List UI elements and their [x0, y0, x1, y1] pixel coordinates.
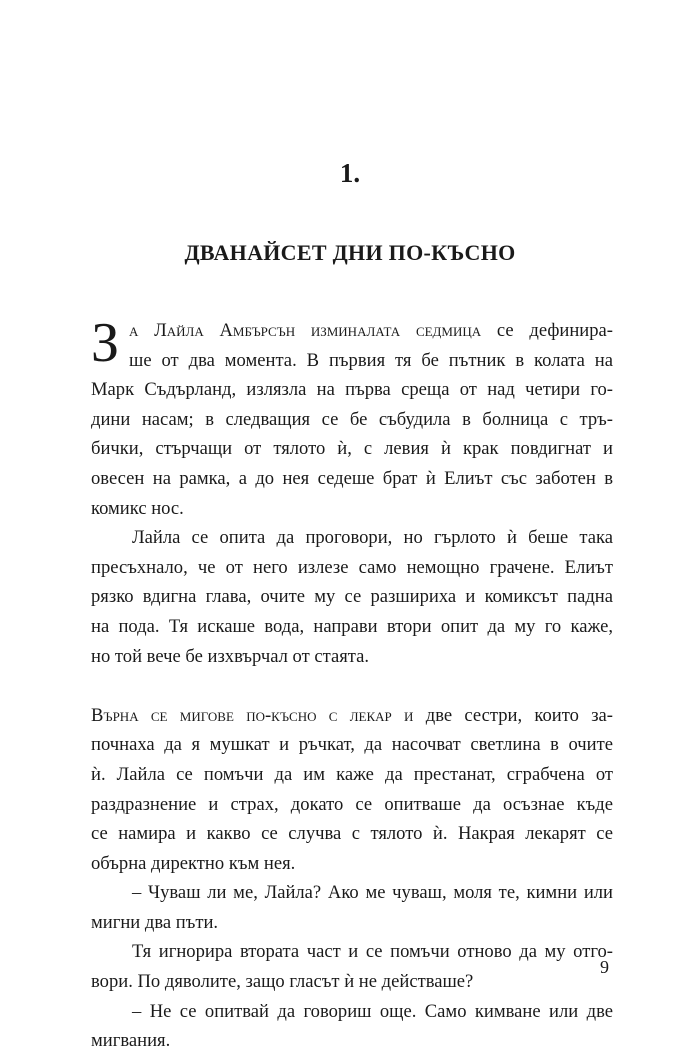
text-line: рязко вдигна глава, очите му се разшириха и комиксът падна — [91, 586, 613, 608]
text-line: мигни два пъти. — [91, 911, 219, 933]
text-line: комикс нос. — [91, 497, 184, 519]
body-text — [91, 312, 613, 1056]
text-line: но той вече бе изхвърчал от стаята. — [91, 645, 370, 667]
text-line: се намира и какво се случва с тялото ѝ. Накрая лекарят се — [91, 823, 613, 845]
smallcaps-lead: а Лайла Амбърсън изминалата седмица — [129, 320, 482, 341]
text-line: почнаха да я мушкат и ръчкат, да насочват светлина в очите — [91, 734, 613, 756]
text-line: ѝ. Лайла се помъчи да им каже да престанат, сграбчена от — [91, 763, 613, 785]
text-line: дини насам; в следващия се бе събудила в болница с тръ- — [91, 408, 613, 430]
text-line: раздразнение и страх, докато се опитваше да осъзнае къде — [91, 793, 613, 815]
paragraph — [91, 997, 613, 1056]
text-line: – Чуваш ли ме, Лайла? Ако ме чуваш, моля те, кимни или — [132, 882, 613, 904]
page-number: 9 — [600, 957, 609, 977]
text-line: обърна директно към нея. — [91, 852, 296, 874]
text-line: – Не се опитвай да говориш още. Само кимване или две — [132, 1000, 613, 1022]
text-line: на пода. Тя искаше вода, направи втори опит да му го каже, — [91, 615, 613, 637]
text-line: Марк Съдърланд, излязла на първа среща от над четири го- — [91, 379, 613, 401]
text-line: пресъхнало, че от него излезе само немощно грачене. Елиът — [91, 556, 613, 578]
text-line: Върна се мигове по-късно с лекар и две сестри, които за- — [91, 704, 613, 726]
drop-cap: З — [91, 312, 120, 374]
paragraph — [91, 937, 613, 996]
smallcaps-lead: Върна се мигове по-късно с лекар и — [91, 704, 414, 726]
text-line: З а Лайла Амбърсън изминалата седмица се дефинира- — [91, 312, 613, 374]
text-line: вори. По дяволите, защо гласът ѝ не действаше? — [91, 971, 474, 993]
chapter-title: ДВАНАЙСЕТ ДНИ ПО-КЪСНО — [184, 240, 516, 265]
paragraph — [91, 701, 613, 879]
text-line: бички, стърчащи от тялото ѝ, с левия ѝ крак повдигнат и — [91, 438, 613, 460]
text-line: ше от два момента. В първия тя бе пътник в колата на — [129, 349, 613, 371]
text-line: мигвания. — [91, 1030, 171, 1052]
paragraph — [91, 878, 613, 937]
text-line: Лайла се опита да проговори, но гърлото ѝ беше така — [132, 527, 613, 549]
chapter-number: 1. — [339, 158, 361, 188]
text-line: Тя игнорира втората част и се помъчи отново да му отго- — [132, 941, 613, 963]
section-break — [91, 671, 613, 701]
text-line: овесен на рамка, а до нея седеше брат ѝ Елиът със заботен в — [91, 467, 613, 489]
paragraph — [91, 523, 613, 671]
paragraph — [91, 312, 613, 523]
